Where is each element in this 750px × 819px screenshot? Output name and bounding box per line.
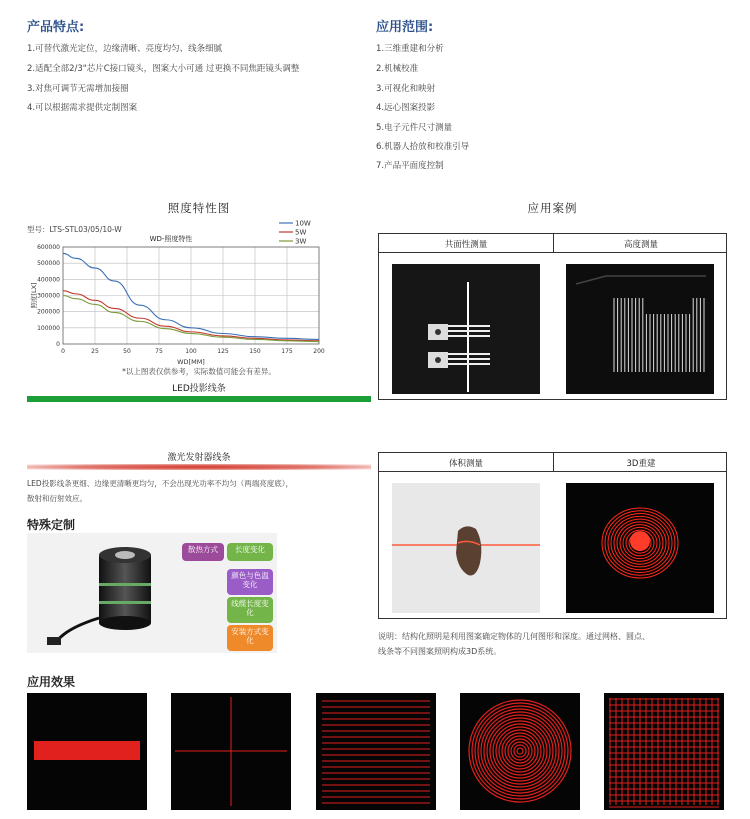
legend-label: 10W: [295, 219, 311, 228]
x-tick-label: 150: [249, 348, 261, 355]
x-tick-label: 75: [155, 348, 163, 355]
cases-desc-line1: 说明：结构化照明是利用图案确定物体的几何图形和深度。通过网格、圆点、: [378, 632, 650, 641]
illuminance-chart: [27, 215, 332, 380]
bar-shape: [34, 741, 140, 760]
x-tick-label: 100: [185, 348, 197, 355]
feature-item: 4.可以根据需求提供定制图案: [27, 103, 138, 113]
application-item: 3.可视化和映射: [376, 84, 436, 94]
x-tick-label: 25: [91, 348, 99, 355]
effect-lines-pattern: [316, 693, 436, 810]
volume-photo: [392, 483, 540, 613]
application-item: 5.电子元件尺寸测量: [376, 123, 453, 133]
y-tick-label: 600000: [37, 244, 60, 251]
concentric-circle: [496, 727, 544, 775]
concentric-circle: [493, 724, 547, 778]
y-tick-label: 0: [56, 341, 60, 348]
concentric-circle: [475, 706, 565, 796]
led-line-label: LED投影线条: [172, 384, 226, 394]
laser-line-sample: [27, 464, 371, 470]
fixture-edge: [576, 276, 706, 284]
ring-center: [630, 531, 650, 551]
x-tick-label: 50: [123, 348, 131, 355]
cases-desc-line2: 线条等不同图案照明构成3D系统。: [378, 647, 502, 656]
y-tick-label: 100000: [37, 324, 60, 332]
case-head-volume: 体积测量: [448, 459, 483, 469]
custom-tag: 颜色与色温变化: [227, 569, 273, 595]
application-item: 6.机器人拾放和校准引导: [376, 142, 470, 152]
laser-line-label: 激光发射器线条: [167, 453, 231, 463]
x-axis-label: WD[MM]: [177, 358, 205, 366]
concentric-circle: [487, 718, 553, 784]
application-item: 4.远心图案投影: [376, 103, 436, 113]
custom-tag: 长度变化: [227, 543, 273, 561]
custom-panel: [27, 533, 277, 653]
effect-bar-pattern: [27, 693, 147, 810]
illum-title: 照度特性图: [167, 201, 231, 215]
concentric-circle: [484, 715, 556, 787]
feature-item: 2.适配全部2/3"芯片C接口镜头，图案大小可通 过更换不同焦距镜头调整: [27, 64, 300, 74]
led-line-sample: [27, 396, 371, 402]
concentric-circle: [514, 745, 526, 757]
case-head-height: 高度测量: [623, 240, 658, 250]
y-tick-label: 300000: [37, 292, 60, 300]
y-tick-label: 200000: [37, 308, 60, 316]
chart-title: WD-照度特性: [149, 235, 193, 243]
cases-title: 应用案例: [527, 201, 578, 215]
application-item: 2.机械校准: [376, 64, 419, 74]
legend-label: 5W: [295, 228, 307, 237]
custom-tag: 线缆长度变化: [227, 597, 273, 623]
effects-title: 应用效果: [27, 675, 76, 689]
product-image: [27, 533, 177, 653]
led-desc-line2: 散射和衍射效应。: [27, 494, 87, 503]
x-tick-label: 0: [61, 348, 65, 355]
case-head-3d: 3D重建: [626, 459, 656, 469]
y-tick-label: 500000: [37, 260, 60, 268]
feature-item: 1.可替代激光定位，边缘清晰、亮度均匀、线条细腻: [27, 44, 223, 54]
custom-tag: 安装方式变化: [227, 625, 273, 651]
y-axis-label: 照度[LX]: [30, 282, 38, 309]
applications-title: 应用范围:: [376, 20, 434, 35]
features-title: 产品特点:: [27, 20, 85, 35]
x-tick-label: 200: [313, 348, 325, 355]
effect-grid-pattern: [604, 693, 724, 810]
height-photo: [566, 264, 714, 394]
legend-label: 3W: [295, 237, 307, 246]
application-item: 1.三维重建和分析: [376, 44, 444, 54]
x-tick-label: 125: [217, 348, 229, 355]
effect-circles-pattern: [460, 693, 580, 810]
application-item: 7.产品平面度控制: [376, 161, 444, 171]
reconstruction-photo: [566, 483, 714, 613]
model-label: 型号：LTS-STL03/05/10-W: [27, 225, 122, 234]
case-box-top: [378, 233, 727, 400]
case-head-coplanarity: 共面性测量: [444, 240, 488, 250]
custom-title: 特殊定制: [27, 518, 76, 532]
y-tick-label: 400000: [37, 276, 60, 284]
x-tick-label: 175: [281, 348, 293, 355]
led-desc-line1: LED投影线条更细、边缘更清晰更均匀，不会出现光功率不均匀（两端亮度底），: [27, 479, 293, 488]
feature-item: 3.对焦可调节无需增加接圈: [27, 84, 129, 94]
case-box-bottom: [378, 452, 727, 619]
effect-cross-pattern: [171, 693, 291, 810]
chart-note: *以上图表仅供参考，实际数值可能会有差异。: [122, 367, 276, 376]
concentric-circle: [517, 748, 523, 754]
concentric-circle: [505, 736, 535, 766]
custom-tag: 散热方式: [182, 543, 224, 561]
coplanarity-photo: [392, 264, 540, 394]
